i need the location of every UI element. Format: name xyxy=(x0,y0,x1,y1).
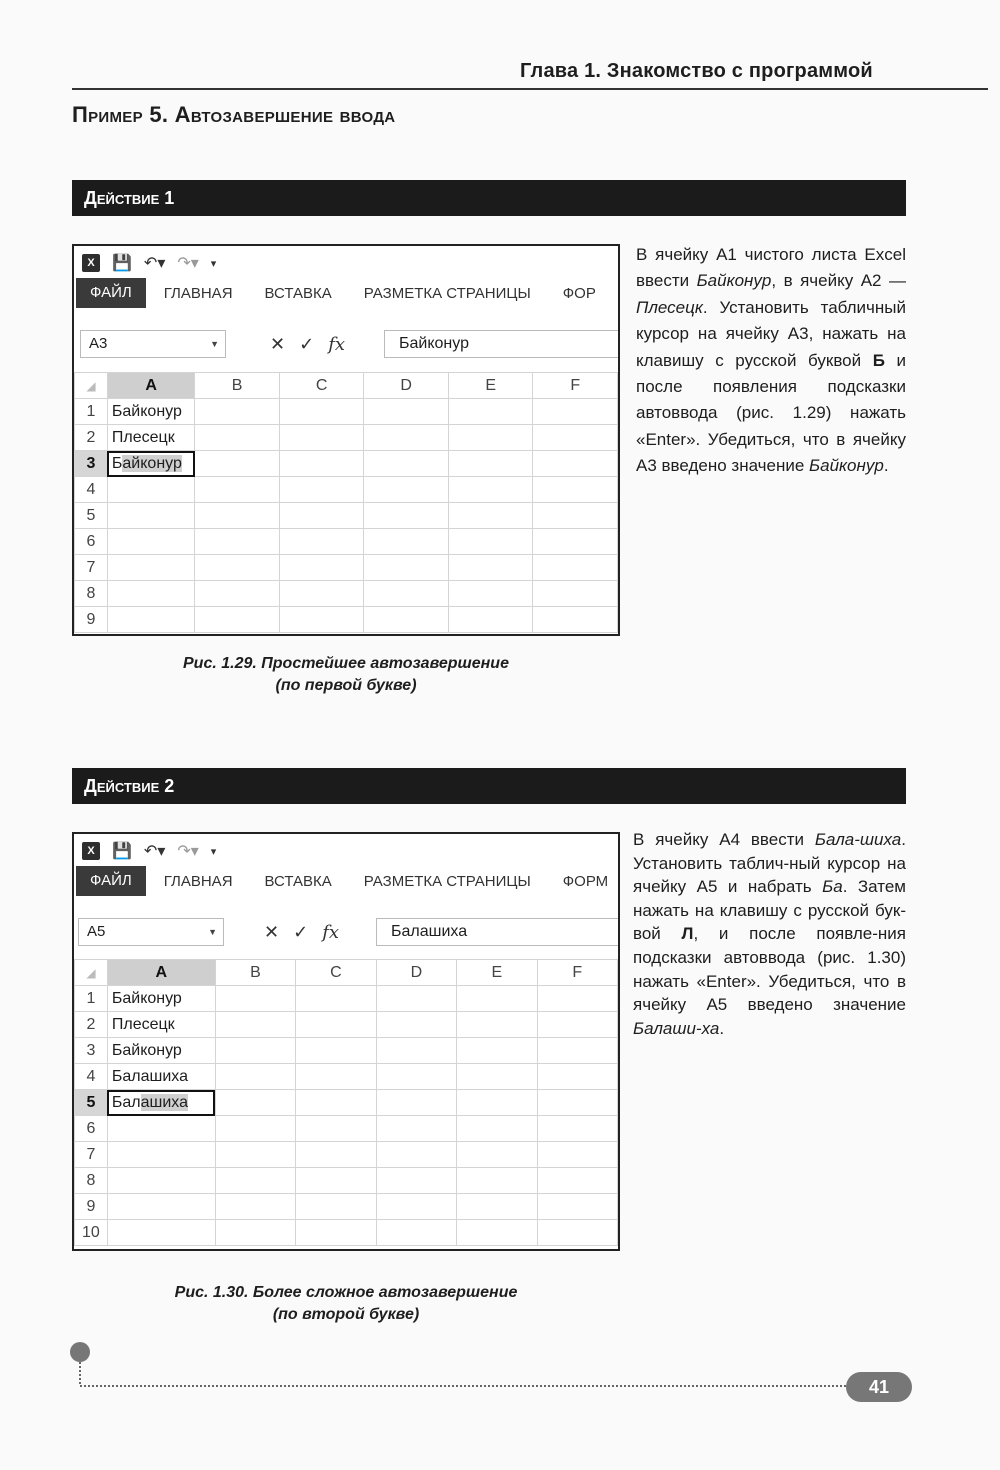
cell-d2[interactable] xyxy=(376,1012,457,1038)
excel-window-1 xyxy=(72,244,620,636)
save-icon[interactable]: 💾 xyxy=(112,255,132,272)
cell-d6[interactable] xyxy=(364,529,449,555)
cell-c10[interactable] xyxy=(296,1220,377,1246)
action-2-text: В ячейку A4 ввести Бала-шиха. Установить таблич-ный курсор на ячейку A5 и набрать Ба. Затем нажать на клавишу с русской бук-вой Л, и после появле-ния подсказки автоввода (рис. 1.30) нажать «Enter». Убедиться, что в ячейку A5 введено значение Балаши-ха. xyxy=(633,830,906,1038)
cell-c2[interactable] xyxy=(296,1012,377,1038)
row-header[interactable]: 7 xyxy=(75,1142,108,1168)
cell-d8[interactable] xyxy=(376,1168,457,1194)
cell-c3[interactable] xyxy=(279,451,364,477)
cell-b6[interactable] xyxy=(195,529,280,555)
action-2-label: Действие 2 xyxy=(84,776,175,796)
cell-d3[interactable] xyxy=(376,1038,457,1064)
table-row xyxy=(75,986,618,1012)
tab-formulas[interactable]: ФОРМ xyxy=(562,872,609,890)
cell-e2[interactable] xyxy=(457,1012,537,1038)
cell-d4[interactable] xyxy=(376,1064,457,1090)
cell-f6[interactable] xyxy=(533,529,618,555)
cell-f1[interactable] xyxy=(533,399,618,425)
action-1-label: Действие 1 xyxy=(84,188,175,208)
cell-a4[interactable]: Балашиха xyxy=(107,1064,215,1090)
cell-d1[interactable] xyxy=(364,399,449,425)
typed-text: Б xyxy=(111,454,123,472)
function-icon[interactable]: fx xyxy=(322,921,340,943)
row-header[interactable]: 4 xyxy=(75,477,108,503)
header-rule xyxy=(72,88,988,90)
typed-text: Бал xyxy=(111,1093,141,1111)
cell-c9[interactable] xyxy=(279,607,364,633)
ribbon-tabs xyxy=(74,278,618,308)
row-header[interactable]: 3 xyxy=(75,451,108,477)
figure-1-30-caption xyxy=(126,1282,566,1326)
cell-e7[interactable] xyxy=(448,555,533,581)
cell-f3[interactable] xyxy=(533,451,618,477)
cell-a5[interactable] xyxy=(107,1090,215,1116)
cell-a9[interactable] xyxy=(107,1194,215,1220)
name-box-value: A3 xyxy=(89,335,108,352)
cell-e9[interactable] xyxy=(448,607,533,633)
cell-c6[interactable] xyxy=(296,1116,377,1142)
row-header[interactable]: 5 xyxy=(75,1090,108,1116)
cell-f7[interactable] xyxy=(537,1142,617,1168)
cell-a7[interactable] xyxy=(107,555,194,581)
cell-f7[interactable] xyxy=(533,555,618,581)
figure-1-29-caption xyxy=(136,653,556,697)
cell-c8[interactable] xyxy=(279,581,364,607)
cell-f2[interactable] xyxy=(533,425,618,451)
column-header-c[interactable]: C xyxy=(279,373,364,399)
tab-insert[interactable]: ВСТАВКА xyxy=(264,872,332,890)
cell-a6[interactable] xyxy=(107,1116,215,1142)
cell-e4[interactable] xyxy=(457,1064,537,1090)
cell-b8[interactable] xyxy=(215,1168,295,1194)
tab-page-layout[interactable]: РАЗМЕТКА СТРАНИЦЫ xyxy=(363,284,531,302)
cell-d9[interactable] xyxy=(376,1194,457,1220)
table-row xyxy=(75,1168,618,1194)
cell-d7[interactable] xyxy=(364,555,449,581)
cell-a3[interactable] xyxy=(107,451,194,477)
cell-c3[interactable] xyxy=(296,1038,377,1064)
autocomplete-suggestion: ашиха xyxy=(140,1093,188,1111)
cancel-icon[interactable]: ✕ xyxy=(270,333,286,354)
chevron-down-icon[interactable]: ▼ xyxy=(208,927,217,937)
cell-d6[interactable] xyxy=(376,1116,457,1142)
cell-b4[interactable] xyxy=(195,477,280,503)
table-row xyxy=(75,529,618,555)
table-row xyxy=(75,477,618,503)
row-header[interactable]: 10 xyxy=(75,1220,108,1246)
cell-e8[interactable] xyxy=(457,1168,537,1194)
cell-a3[interactable]: Байконур xyxy=(107,1038,215,1064)
cell-b9[interactable] xyxy=(195,607,280,633)
cell-c5[interactable] xyxy=(279,503,364,529)
page-marker-line xyxy=(79,1362,81,1384)
table-row xyxy=(75,1116,618,1142)
cell-d9[interactable] xyxy=(364,607,449,633)
cell-d3[interactable] xyxy=(364,451,449,477)
action-1-text: В ячейку A1 чистого листа Excel ввести Байконур, в ячейку A2 — Плесецк. Установить табличный курсор на ячейку A3, нажать на клавишу с русской буквой Б и после появления подсказки автоввода (рис. 1.29) нажать «Enter». Убедиться, что в ячейку A3 введено значение Байконур. xyxy=(636,245,906,476)
name-box-value: A5 xyxy=(87,923,106,940)
row-header[interactable]: 6 xyxy=(75,529,108,555)
cell-f6[interactable] xyxy=(537,1116,617,1142)
table-row xyxy=(75,555,618,581)
cell-a8[interactable] xyxy=(107,1168,215,1194)
redo-icon[interactable]: ↷▾ xyxy=(177,843,199,860)
cell-f8[interactable] xyxy=(533,581,618,607)
table-row xyxy=(75,1194,618,1220)
table-row xyxy=(75,607,618,633)
cell-d4[interactable] xyxy=(364,477,449,503)
table-row xyxy=(75,1064,618,1090)
cell-f9[interactable] xyxy=(533,607,618,633)
column-header-f[interactable]: F xyxy=(533,373,618,399)
cell-e1[interactable] xyxy=(448,399,533,425)
cell-f4[interactable] xyxy=(537,1064,617,1090)
cell-e3[interactable] xyxy=(448,451,533,477)
cell-f8[interactable] xyxy=(537,1168,617,1194)
cell-c4[interactable] xyxy=(296,1064,377,1090)
cell-e8[interactable] xyxy=(448,581,533,607)
ribbon-tabs xyxy=(74,866,618,896)
cell-a4[interactable] xyxy=(107,477,194,503)
cell-b5[interactable] xyxy=(195,503,280,529)
column-header-d[interactable]: D xyxy=(364,373,449,399)
row-header[interactable]: 7 xyxy=(75,555,108,581)
cell-a7[interactable] xyxy=(107,1142,215,1168)
cell-c2[interactable] xyxy=(279,425,364,451)
cell-a1[interactable]: Байконур xyxy=(107,399,194,425)
cell-e3[interactable] xyxy=(457,1038,537,1064)
cell-e2[interactable] xyxy=(448,425,533,451)
cell-a10[interactable] xyxy=(107,1220,215,1246)
cell-d5[interactable] xyxy=(376,1090,457,1116)
table-row xyxy=(75,1142,618,1168)
row-header[interactable]: 8 xyxy=(75,1168,108,1194)
select-all-corner[interactable]: ◢ xyxy=(75,373,108,399)
save-icon[interactable]: 💾 xyxy=(112,843,132,860)
cell-a6[interactable] xyxy=(107,529,194,555)
cell-d8[interactable] xyxy=(364,581,449,607)
quick-access-toolbar xyxy=(82,250,216,276)
cell-f5[interactable] xyxy=(533,503,618,529)
row-header[interactable]: 6 xyxy=(75,1116,108,1142)
cell-f5[interactable] xyxy=(537,1090,617,1116)
column-header-b[interactable]: B xyxy=(195,373,280,399)
formula-bar[interactable] xyxy=(384,330,620,358)
cell-c7[interactable] xyxy=(296,1142,377,1168)
row-header[interactable]: 2 xyxy=(75,425,108,451)
chevron-down-icon[interactable]: ▼ xyxy=(210,339,219,349)
select-all-corner[interactable]: ◢ xyxy=(75,960,108,986)
formula-buttons xyxy=(264,918,339,946)
cell-e4[interactable] xyxy=(448,477,533,503)
cell-f4[interactable] xyxy=(533,477,618,503)
cell-b7[interactable] xyxy=(195,555,280,581)
cell-b5[interactable] xyxy=(215,1090,295,1116)
cell-c1[interactable] xyxy=(296,986,377,1012)
cell-c6[interactable] xyxy=(279,529,364,555)
cell-a9[interactable] xyxy=(107,607,194,633)
table-row xyxy=(75,1220,618,1246)
tab-insert[interactable]: ВСТАВКА xyxy=(264,284,332,302)
cell-f9[interactable] xyxy=(537,1194,617,1220)
column-header-b[interactable]: B xyxy=(215,960,295,986)
autocomplete-suggestion: айконур xyxy=(122,454,182,472)
cell-e5[interactable] xyxy=(448,503,533,529)
name-box[interactable] xyxy=(78,918,224,946)
cell-c5[interactable] xyxy=(296,1090,377,1116)
row-header[interactable]: 1 xyxy=(75,399,108,425)
action-1-bar xyxy=(72,180,906,216)
cell-e1[interactable] xyxy=(457,986,537,1012)
cell-b1[interactable] xyxy=(195,399,280,425)
cancel-icon[interactable]: ✕ xyxy=(264,921,280,942)
quick-access-toolbar xyxy=(82,838,216,864)
row-header[interactable]: 2 xyxy=(75,1012,108,1038)
row-header[interactable]: 4 xyxy=(75,1064,108,1090)
cell-f10[interactable] xyxy=(537,1220,617,1246)
column-header-e[interactable]: E xyxy=(457,960,537,986)
cell-d10[interactable] xyxy=(376,1220,457,1246)
cell-a2[interactable]: Плесецк xyxy=(107,425,194,451)
undo-icon[interactable]: ↶▾ xyxy=(143,255,166,272)
cell-c7[interactable] xyxy=(279,555,364,581)
cell-e9[interactable] xyxy=(457,1194,537,1220)
column-header-d[interactable]: D xyxy=(376,960,457,986)
caption-line-2: (по первой букве) xyxy=(275,677,417,694)
row-header[interactable]: 9 xyxy=(75,607,108,633)
row-header[interactable]: 1 xyxy=(75,986,108,1012)
row-header[interactable]: 3 xyxy=(75,1038,108,1064)
tab-file[interactable]: ФАЙЛ xyxy=(76,278,146,308)
table-row xyxy=(75,581,618,607)
confirm-icon[interactable]: ✓ xyxy=(293,921,309,942)
cell-b2[interactable] xyxy=(195,425,280,451)
cell-a5[interactable] xyxy=(107,503,194,529)
formula-bar-value: Байконур xyxy=(399,335,469,352)
cell-b2[interactable] xyxy=(215,1012,295,1038)
cell-e5[interactable] xyxy=(457,1090,537,1116)
cell-d7[interactable] xyxy=(376,1142,457,1168)
tab-home[interactable]: ГЛАВНАЯ xyxy=(163,872,233,890)
cell-f3[interactable] xyxy=(537,1038,617,1064)
spreadsheet-grid xyxy=(74,372,618,633)
formula-buttons xyxy=(270,330,345,358)
tab-page-layout[interactable]: РАЗМЕТКА СТРАНИЦЫ xyxy=(363,872,531,890)
name-box[interactable] xyxy=(80,330,226,358)
cell-f2[interactable] xyxy=(537,1012,617,1038)
cell-a8[interactable] xyxy=(107,581,194,607)
formula-bar[interactable] xyxy=(376,918,620,946)
cell-c1[interactable] xyxy=(279,399,364,425)
action-2-bar xyxy=(72,768,906,804)
cell-e6[interactable] xyxy=(457,1116,537,1142)
cell-a2[interactable]: Плесецк xyxy=(107,1012,215,1038)
function-icon[interactable]: fx xyxy=(328,333,346,355)
cell-b9[interactable] xyxy=(215,1194,295,1220)
table-row xyxy=(75,399,618,425)
footer-dotted-rule xyxy=(80,1385,850,1387)
excel-logo-icon: X xyxy=(82,842,100,860)
table-row xyxy=(75,1038,618,1064)
cell-e10[interactable] xyxy=(457,1220,537,1246)
tab-file[interactable]: ФАЙЛ xyxy=(76,866,146,896)
cell-a1[interactable]: Байконур xyxy=(107,986,215,1012)
customize-toolbar-icon[interactable]: ▾ xyxy=(210,845,217,858)
undo-icon[interactable]: ↶▾ xyxy=(143,843,166,860)
cell-b3[interactable] xyxy=(195,451,280,477)
cell-e7[interactable] xyxy=(457,1142,537,1168)
formula-bar-value: Балашиха xyxy=(391,923,468,940)
cell-b3[interactable] xyxy=(215,1038,295,1064)
redo-icon[interactable]: ↷▾ xyxy=(177,255,199,272)
table-row xyxy=(75,425,618,451)
cell-b8[interactable] xyxy=(195,581,280,607)
column-header-c[interactable]: C xyxy=(296,960,377,986)
table-row xyxy=(75,451,618,477)
cell-c9[interactable] xyxy=(296,1194,377,1220)
column-header-e[interactable]: E xyxy=(448,373,533,399)
row-header[interactable]: 8 xyxy=(75,581,108,607)
caption-line-1: Рис. 1.29. Простейшее автозавершение xyxy=(183,655,509,672)
row-header[interactable]: 5 xyxy=(75,503,108,529)
tab-formulas[interactable]: ФОР xyxy=(562,284,596,302)
cell-f1[interactable] xyxy=(537,986,617,1012)
page-number: 41 xyxy=(846,1372,912,1402)
confirm-icon[interactable]: ✓ xyxy=(299,333,315,354)
caption-line-1: Рис. 1.30. Более сложное автозавершение xyxy=(174,1284,518,1301)
cell-c8[interactable] xyxy=(296,1168,377,1194)
column-header-a[interactable]: A xyxy=(107,373,194,399)
excel-window-2 xyxy=(72,832,620,1251)
cell-b6[interactable] xyxy=(215,1116,295,1142)
caption-line-2: (по второй букве) xyxy=(272,1306,420,1323)
tab-home[interactable]: ГЛАВНАЯ xyxy=(163,284,233,302)
excel-logo-icon: X xyxy=(82,254,100,272)
column-header-a[interactable]: A xyxy=(107,960,215,986)
table-row xyxy=(75,1012,618,1038)
row-header[interactable]: 9 xyxy=(75,1194,108,1220)
customize-toolbar-icon[interactable]: ▾ xyxy=(210,257,217,270)
table-row xyxy=(75,503,618,529)
page-marker-dot xyxy=(70,1342,90,1362)
table-row xyxy=(75,1090,618,1116)
cell-e6[interactable] xyxy=(448,529,533,555)
column-header-f[interactable]: F xyxy=(537,960,617,986)
cell-d2[interactable] xyxy=(364,425,449,451)
cell-b10[interactable] xyxy=(215,1220,295,1246)
cell-c4[interactable] xyxy=(279,477,364,503)
cell-b4[interactable] xyxy=(215,1064,295,1090)
cell-b7[interactable] xyxy=(215,1142,295,1168)
cell-d1[interactable] xyxy=(376,986,457,1012)
cell-b1[interactable] xyxy=(215,986,295,1012)
chapter-header: Глава 1. Знакомство с программой xyxy=(520,60,873,82)
example-title: Пример 5. Автозавершение ввода xyxy=(72,102,396,127)
spreadsheet-grid xyxy=(74,959,618,1246)
cell-d5[interactable] xyxy=(364,503,449,529)
